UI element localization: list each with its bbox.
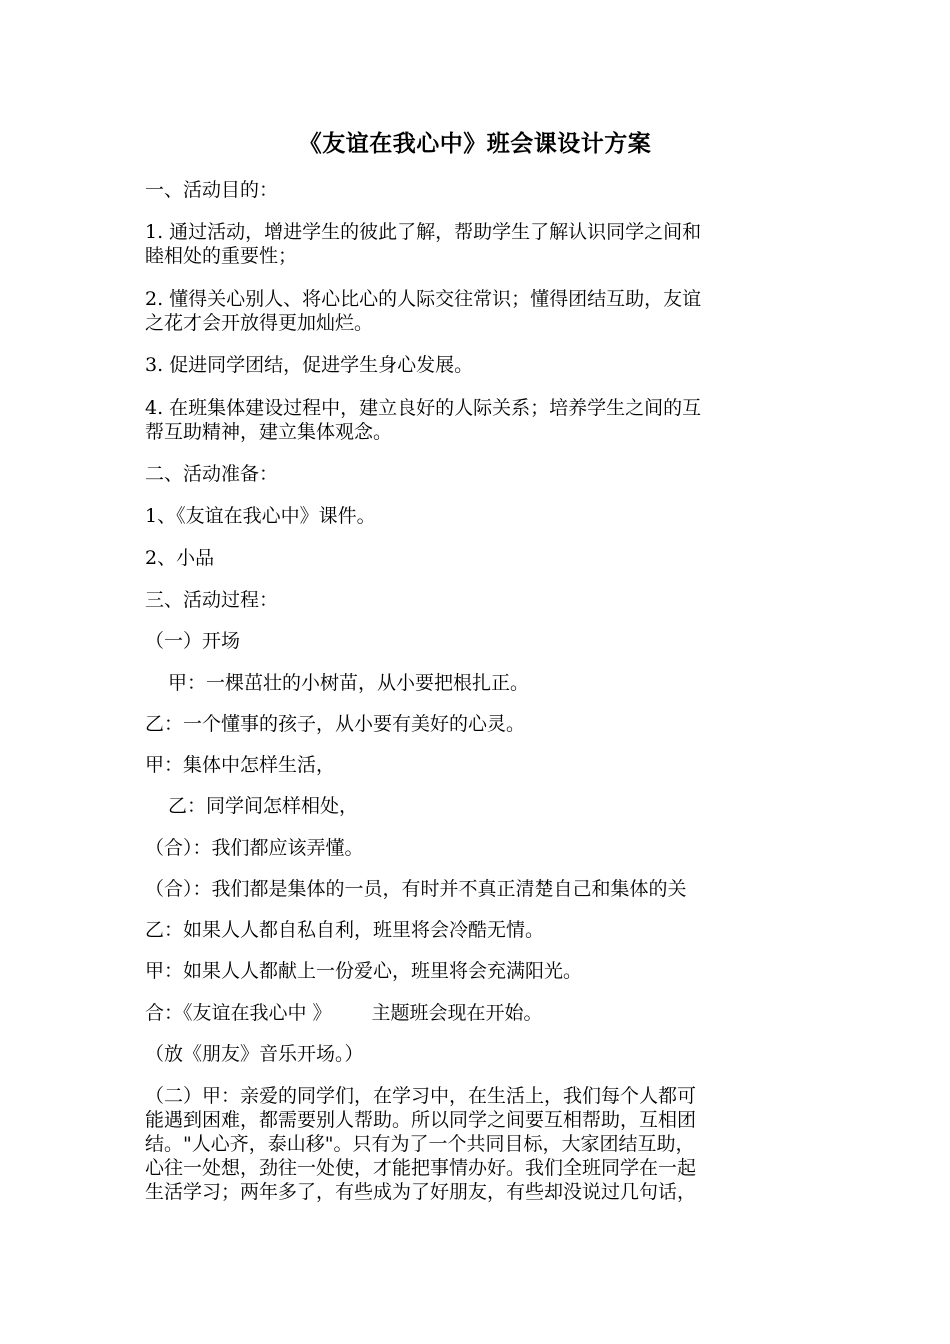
document-title: 《友谊在我心中》班会课设计方案 (298, 131, 652, 157)
dialogue-line: 乙：一个懂事的孩子，从小要有美好的心灵。 (145, 713, 526, 735)
dialogue-line: （合）：我们都是集体的一员，有时并不真正清楚自己和集体的关 (145, 878, 687, 900)
goal-1-line-1: 1. 通过活动，增进学生的彼此了解，帮助学生了解认识同学之间和 (145, 221, 702, 243)
section-heading-preparation: 二、活动准备： (145, 463, 279, 485)
dialogue-line: 乙：如果人人都自私自利，班里将会冷酷无情。 (145, 919, 545, 941)
goal-2-line-1: 2. 懂得关心别人、将心比心的人际交往常识；懂得团结互助，友谊 (145, 288, 702, 310)
dialogue-opening-rest: 主题班会现在开始。 (371, 1002, 543, 1024)
dialogue-line: 甲：集体中怎样生活， (145, 754, 336, 776)
goal-4-line-1: 4. 在班集体建设过程中，建立良好的人际关系；培养学生之间的互 (145, 397, 702, 419)
dialogue-line: 乙：同学间怎样相处， (168, 795, 359, 817)
dialogue-opening-title: 合：《友谊在我心中 》 (145, 1002, 332, 1024)
goal-4-line-2: 帮互助精神，建立集体观念。 (145, 421, 393, 443)
stage-direction: （放《朋友》音乐开场。） (145, 1043, 364, 1065)
part-2-line-3: 结。"人心齐，泰山移"。只有为了一个共同目标，大家团结互助， (145, 1133, 695, 1155)
section-heading-process: 三、活动过程： (145, 589, 279, 611)
prep-item-2: 2、小品 (145, 547, 215, 569)
prep-item-1: 1、《友谊在我心中》课件。 (145, 505, 376, 527)
dialogue-line: 甲：如果人人都献上一份爱心，班里将会充满阳光。 (145, 960, 583, 982)
goal-1-line-2: 睦相处的重要性； (145, 245, 298, 267)
goal-3: 3. 促进同学团结，促进学生身心发展。 (145, 354, 474, 376)
dialogue-line-opening (145, 1002, 810, 1024)
part-2-line-2: 能遇到困难，都需要别人帮助。所以同学之间要互相帮助，互相团 (145, 1109, 697, 1131)
section-heading-goals: 一、活动目的： (145, 179, 279, 201)
dialogue-line: 甲：一棵茁壮的小树苗，从小要把根扎正。 (168, 672, 530, 694)
goal-2-line-2: 之花才会开放得更加灿烂。 (145, 312, 374, 334)
part-1-heading: （一）开场 (145, 630, 241, 652)
part-2-line-5: 生活学习；两年多了，有些成为了好朋友，有些却没说过几句话， (145, 1181, 697, 1203)
dialogue-line: （合）：我们都应该弄懂。 (145, 837, 364, 859)
part-2-line-4: 心往一处想，劲往一处使，才能把事情办好。我们全班同学在一起 (145, 1157, 697, 1179)
part-2-line-1: （二）甲：亲爱的同学们，在学习中，在生活上，我们每个人都可 (145, 1085, 697, 1107)
